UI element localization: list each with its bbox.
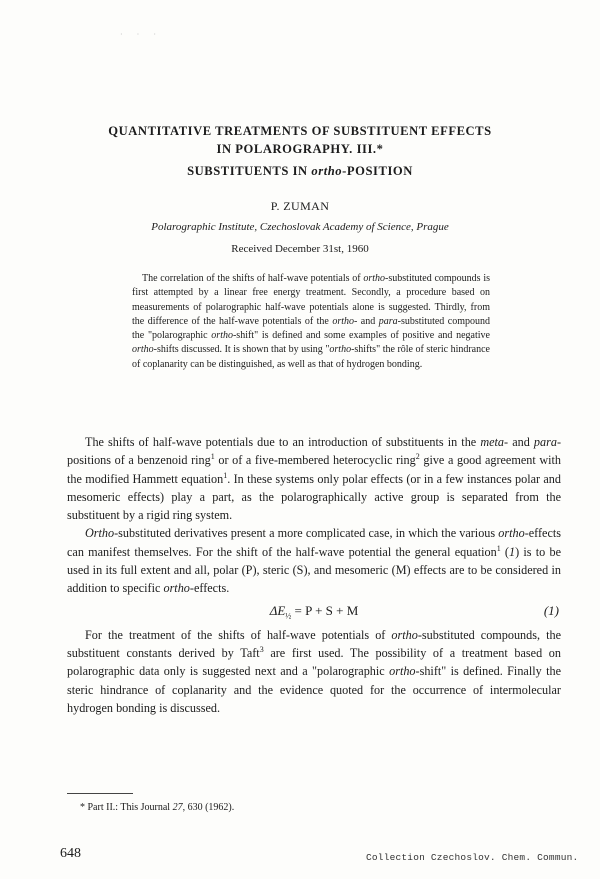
journal-name: Collection Czechoslov. Chem. Commun. <box>366 852 579 863</box>
title-line-3: SUBSTITUENTS IN ortho-POSITION <box>187 164 413 178</box>
equation-formula: $\Delta E_{\frac{1}{2}} = P + S + M$ <box>269 602 359 621</box>
abstract: The correlation of the shifts of half-wave potentials of ortho-substituted compounds is first attempted by a linear free energy treatment. Secondly, a procedure based on measurements of polarographic half-wave potentials alone is suggested. Thirdly, from the difference of the half-wave potentials of the ortho- and para-substituted compound the "polarographic ortho-shift" is defined and some examples of positive and negative ortho-shifts discussed. It is shown that by using "ortho-shifts" the rôle of steric hindrance of coplanarity can be distinguished, as well as that of hydrogen bonding. <box>132 273 490 370</box>
author-name: P. ZUMAN <box>270 199 330 213</box>
paragraph-3: For the treatment of the shifts of half-wave potentials of ortho-substituted compounds, the substituent constants derived by Taft$^3$ are first used. The possibility of a treatment based on polarographic data only is suggested next and a "polarographic ortho-shift" is defined. Finally the steric hindrance of coplanarity and the evidence quoted for the occurrence of intermolecular hydrogen bonding is discussed. <box>67 627 561 715</box>
received-date: Received December 31st, 1960 <box>231 243 369 255</box>
page-number: 648 <box>60 846 81 861</box>
scan-specks: · · · <box>120 30 162 39</box>
equation-number: (1) <box>543 602 559 618</box>
equation-1 <box>67 600 561 625</box>
paragraph-2: Ortho-substituted derivatives present a more complicated case, in which the various ortho-effects can manifest themselves. For the shift of the half-wave potential the general equation$^1$ (1) is to be used in its full extent and all, polar (P), steric (S), and mesomeric (M) effects are to be considered in addition to specific ortho-effects. <box>67 526 562 596</box>
author-affiliation: Polarographic Institute, Czechoslovak Academy of Science, Prague <box>151 221 449 233</box>
title-line-2: IN POLAROGRAPHY. III.* <box>216 142 384 156</box>
footnote: * Part II.: This Journal 27, 630 (1962). <box>80 802 235 813</box>
body-text <box>67 433 561 717</box>
title-line-1: QUANTITATIVE TREATMENTS OF SUBSTITUENT EFFECTS <box>108 124 492 138</box>
footnote-rule <box>67 793 133 794</box>
paragraph-1: The shifts of half-wave potentials due to an introduction of substituents in the meta- and para-positions of a benzenoid ring$^1$ or of a five-membered heterocyclic ring$^2$ give a good agreement with the modified Hammett equation$^1$. In these systems only polar effects (or in a few instances polar and mesomeric effects) play a part, as the polarographically active group is separated from the substituent by a rigid ring system. <box>67 435 562 523</box>
